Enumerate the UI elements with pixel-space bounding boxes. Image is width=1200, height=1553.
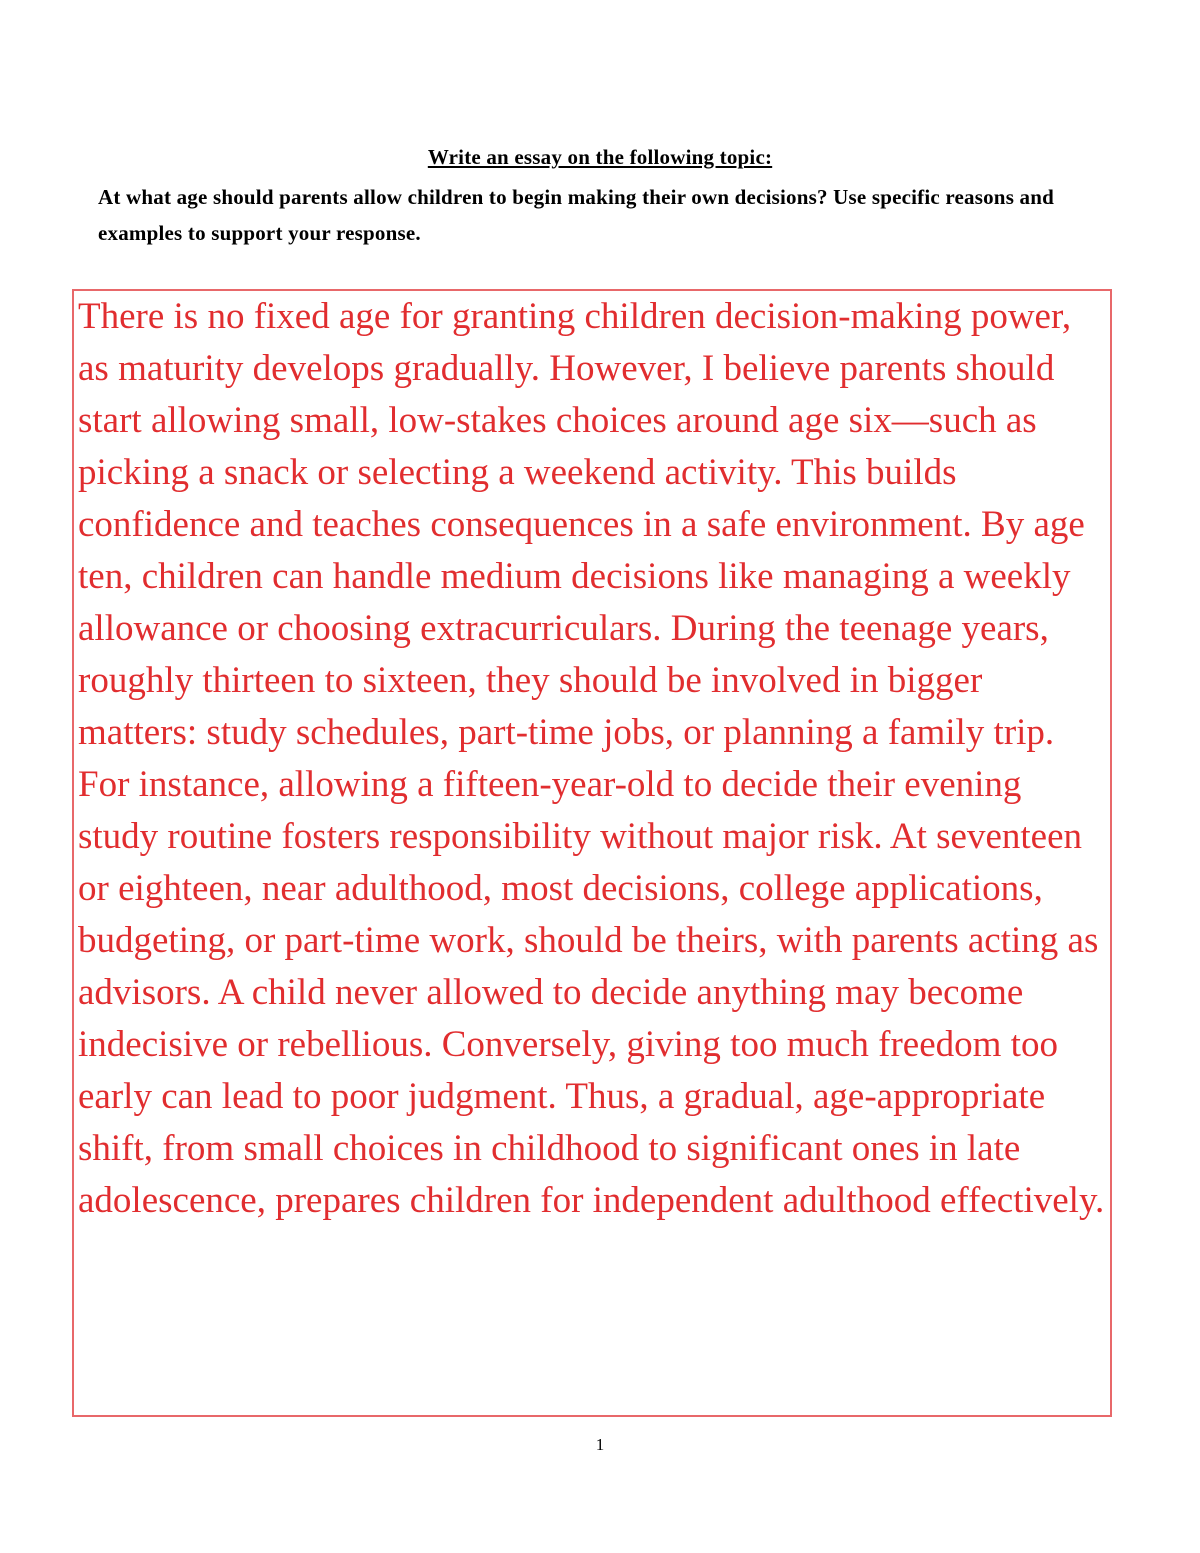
essay-prompt: At what age should parents allow children to begin making their own decisions? Use specific reasons and examples to support your response. — [98, 185, 1054, 245]
essay-response-box[interactable] — [72, 289, 1112, 1417]
page-number: 1 — [595, 1435, 605, 1454]
essay-heading: Write an essay on the following topic: — [427, 145, 773, 169]
essay-response-text: There is no fixed age for granting children decision-making power, as maturity develops gradually. However, I believe parents should start allowing small, low-stakes choices around age six—such as picking a snack or selecting a weekend activity. This builds confidence and teaches consequences in a safe environment. By age ten, children can handle medium decisions like managing a weekly allowance or choosing extracurriculars. During the teenage years, roughly thirteen to sixteen, they should be involved in bigger matters: study schedules, part-time jobs, or planning a family trip. For instance, allowing a fifteen-year-old to decide their evening study routine fosters responsibility without major risk. At seventeen or eighteen, near adulthood, most decisions, college applications, budgeting, or part-time work, should be theirs, with parents acting as advisors. A child never allowed to decide anything may become indecisive or rebellious. Conversely, giving too much freedom too early can lead to poor judgment. Thus, a gradual, age-appropriate shift, from small choices in childhood to significant ones in late adolescence, prepares children for independent adulthood effectively. — [78, 296, 1105, 1221]
